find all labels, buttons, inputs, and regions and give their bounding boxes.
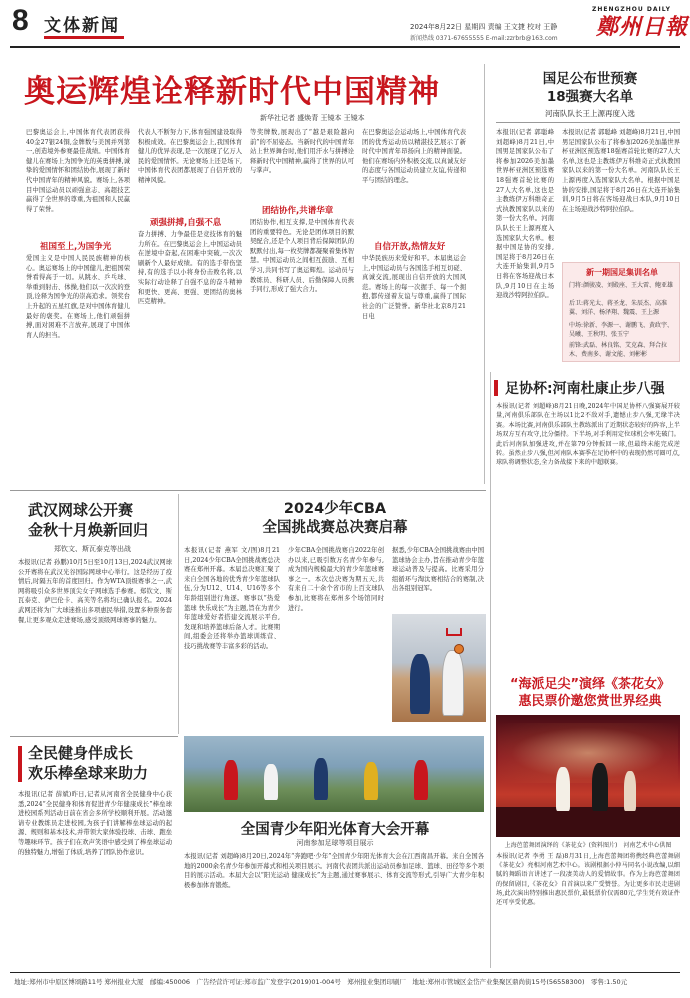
roster-box [562, 262, 680, 362]
dancer-figure [624, 771, 636, 811]
tea-title: “海派足尖”演绎《茶花女》 惠民票价邀您赏世界经典 [509, 677, 671, 709]
story-col3b: 团结协作,相互支撑,是中国体育代表团的重要特色。无论是团体项目的默契配合,还是个人项目背后保障团队的默默付出,每一枚奖牌都凝聚着集体智慧。中国运动员之间相互鼓励、互相学习,共同书写了奥运辉煌。运动员与教练员、科研人员、后勤保障人员携手同行,形成了强大合力。 [250, 219, 354, 294]
guozu-rule [496, 122, 680, 123]
athlete-figure [224, 760, 238, 800]
tennis-text: 本报讯(记者 孙鹏)10月5日至10月13日,2024武汉网球公开赛将在武汉光谷国际网球中心举行。这是经历了疫情后,时隔五年的首度回归。作为WTA顶级赛事之一,武网将吸引众多世界顶尖女子网球选手参赛。郑钦文、斯瓦泰克、萨巴伦卡、高芙等名将均已确认报名。2024武网还将为广大球迷推出多项惠民举措,设置多种票务套餐,让更多观众走进赛场,感受顶级网球赛事的魅力。 [18, 559, 172, 624]
cba-title: 2024少年CBA 全国挑战赛总决赛启幕 [262, 501, 408, 536]
guozu-text: 本报讯(记者 郭聪峰 刘超峰)8月21日,中国男足国家队公布了将参加2026美加墨世界杯亚洲区预选赛18强赛首轮比赛的27人大名单,这也是主教练伊万科维奇正式执教国家队以来的第一份大名单。河南队队长王上源再度入选国家队大名单。根据中国足协的安排,国足将于8月26日在大连开始集训,9月5日将在客场迎战日本队,9月10日在主场迎战沙特阿拉伯队。 [496, 129, 554, 300]
date-line: 2024年8月22日 星期四 责编 王文捷 校对 王静 [410, 23, 558, 31]
youth-title: 全国青少年阳光体育大会开幕 [240, 822, 430, 838]
roster-defenders: 后卫:蒋光太、蒋圣龙、朱辰杰、高准翼、刘洋、杨泽翔、魏震、王上源 [569, 300, 668, 316]
athlete-figure [364, 762, 378, 800]
guozu-subtitle: 河南队队长王上源再度入选 [545, 109, 635, 118]
athlete-figure [314, 758, 328, 800]
story-col2: 代表人不断努力下,体育强国建设取得积极成效。在巴黎奥运会上,我国体育健儿的优异表现,是一次展现了亿万人民的爱国情怀。无论赛场上还是场下,中国体育代表团都展现了自信开放的精神风貌。 [138, 129, 242, 184]
brand-en: ZHENGZHOU DAILY [592, 6, 671, 13]
stage-photo [496, 715, 680, 837]
cba-text: 本报讯(记者 燕军 文/图)8月21日,2024少年CBA全国挑战赛总决赛在郑州开幕。本届总决赛汇聚了来自全国各地的优秀青少年篮球队伍,分为U12、U14、U16等多个年龄组别进行角逐。赛事以“热爱篮球 快乐成长”为主题,旨在为青少年篮球爱好者搭建交流展示平台,发现和培养篮球后备人才。比赛期间,组委会还将举办篮球训练营、技巧挑战赛等丰富多彩的活动。 [184, 547, 280, 650]
tea-text: 本报讯(记者 李勇 王 磊)8月31日,上海芭蕾舞团将携经典芭蕾舞剧《茶花女》亮相河南艺术中心。该剧根据小仲马同名小说改编,以细腻的舞蹈语言讲述了一段凄美动人的爱情故事。作为上海芭蕾舞团的保留剧目,《茶花女》自首演以来广受赞誉。为让更多市民走进剧场,此次演出特别推出惠民票价,最低票价仅需80元,学生凭有效证件还可享受优惠。 [496, 853, 680, 907]
section-underline [44, 36, 124, 39]
page-number: 8 [12, 4, 29, 37]
fitness-text: 本报讯(记者 薛斌)昨日,记者从河南省全民健身中心获悉,2024“全民健身和体育促进青少年健康成长”棒垒球进校园系列活动日前在省会多所学校顺利开展。活动邀请专业教练员走进校园,为孩子们讲解棒垒球运动的起源、规则和基本技术,并带领大家体验投球、击球、跑垒等趣味环节。孩子们在欢声笑语中感受到了棒垒球运动的独特魅力,增强了体质,培养了团队协作意识。 [18, 791, 172, 856]
main-headline: 奥运辉煌诠释新时代中国精神 [24, 74, 440, 110]
tennis-rule [10, 490, 486, 491]
cba-photo [392, 614, 486, 722]
fitness-accent-bar [18, 746, 22, 782]
guozu-title: 国足公布世预赛 18强赛大名单 [542, 71, 638, 105]
fitness-rule [10, 736, 178, 737]
hoop-icon [446, 628, 462, 636]
story-col1: 巴黎奥运会上,中国体育代表团获得40金27银24铜,金牌数与美国并列第一,创造境外参赛最佳战绩。中国体育健儿在赛场上为国争光的英勇拼搏,诚挚的爱国情怀和团结协作,展现了新时代中国青年的精神风貌。赛场上,各项目中国运动员以顽强意志、高超技艺赢得了全世界的尊重,为祖国和人民赢得了荣誉。 [26, 129, 130, 213]
column-divider [178, 494, 179, 734]
column-divider [490, 372, 491, 968]
byline: 新华社记者 盛焕青 王镜本 王镜本 [260, 114, 365, 122]
story-col2b: 奋力拼搏、力争最佳是竞技体育的魅力所在。在巴黎奥运会上,中国运动员在逆境中奋起,在困难中突破,一次次刷新个人最好成绩。有的选手带伤坚持,有的选手以小将身份击败名将,以实际行动诠释了自强不息的奋斗精神和更快、更高、更强、更团结的奥林匹克精神。 [138, 231, 242, 306]
player-figure [442, 650, 464, 716]
stage-floor [496, 807, 680, 837]
roster-midfielders: 中场:徐新、李源一、谢鹏飞、黄政宇、吴曦、王秋明、张玉宁 [569, 322, 674, 338]
youth-text: 本报讯(记者 刘超峰)8月20日,2024年“奔跑吧·少年”全国青少年阳光体育大会在江西南昌开幕。来自全国各地的2000余名青少年参加开幕式和相关项目展示。河南代表团共派出运动员参加足球、篮球、田径等多个项目的展示活动。本届大会以“阳光运动 健康成长”为主题,通过赛事展示、体育交流等形式,引导广大青少年积极参加体育锻炼。 [184, 853, 484, 889]
youth-subtitle: 河南参加足球等项目展示 [296, 839, 374, 847]
dancer-figure [592, 763, 608, 811]
cba-text-3: 据悉,少年CBA全国挑战赛由中国篮球协会主办,旨在推动青少年篮球运动普及与提高。比赛采用分组循环与淘汰赛相结合的赛制,决出各组别冠军。 [392, 547, 484, 593]
footer: 地址:郑州市中原区博颂路11号 郑州报业大厦 邮编:450006 广告经营许可证:郑市监广发登字(2019)01-004号 郑州报业集团印刷厂 地址:郑州市管城区金岱产业集聚区鼎尚街15号(56558300) 零售:1.50元 [14, 978, 628, 986]
top-rule [10, 46, 680, 48]
fitness-title: 全民健身伴成长 欢乐棒垒球来助力 [28, 744, 149, 782]
column-divider [484, 64, 485, 484]
footer-rule [10, 972, 680, 973]
guozu-text-2: 本报讯(记者 郭聪峰 刘超峰)8月21日,中国男足国家队公布了将参加2026美加墨世界杯亚洲区预选赛18强赛首轮比赛的27人大名单,这也是主教练伊万科维奇正式执教国家队以来的第一份大名单。河南队队长王上源再度入选国家队大名单。根据中国足协的安排,国足将于8月26日在大连开始集训,9月5日将在客场迎战日本队,9月10日在主场迎战沙特阿拉伯队。 [562, 129, 680, 213]
roster-forwards: 前锋:武磊、林良铭、艾克森、拜合拉木、费南多、谢文能、刘彬彬 [569, 342, 668, 358]
dancer-figure [556, 767, 570, 811]
athlete-figure [264, 764, 278, 800]
stage-light [498, 723, 678, 783]
roster-title: 新一期国足集训名单 [586, 268, 658, 277]
roster-goalkeepers: 门将:颜骏凌、刘殿座、王大雷、鲍亚雄 [569, 282, 674, 289]
story-subhead-4: 自信开放,热情友好 [374, 242, 446, 252]
section-name: 文体新闻 [44, 16, 120, 36]
basketball-icon [454, 644, 464, 654]
masthead [0, 0, 690, 62]
story-subhead-2: 顽强拼搏,自强不息 [150, 218, 222, 228]
athlete-figure [414, 760, 428, 800]
cba-text-2: 少年CBA全国挑战赛自2022年创办以来,已吸引数万名青少年参与,成为国内规模最大的青少年篮球赛事之一。本次总决赛为期五天,共有来自二十余个省市的上百支球队参加,比赛将在郑州多个场馆同时进行。 [288, 547, 384, 612]
henan-title: 足协杯:河南杜康止步八强 [505, 381, 665, 397]
tennis-title: 武汉网球公开赛 金秋十月焕新回归 [28, 501, 149, 539]
story-subhead-1: 祖国至上,为国争光 [40, 242, 112, 252]
henan-text: 本报讯(记者 刘超峰)8月21日晚,2024年中国足协杯八强赛展开较量,河南俱乐部队在主场以1比2不敌对手,遗憾止步八强,无缘半决赛。本场比赛,河南俱乐部队主教练派出了近期状态较好的阵容,上半场双方互有攻守,比分僵持。下半场,对手利用定位球机会率先破门。此后河南队加强进攻,并在第79分钟扳回一球,但最终未能完成逆转。虽然止步八强,但河南队本赛季在足协杯中的表现仍然可圈可点,球队将调整状态,全力备战接下来的中超联赛。 [496, 403, 680, 467]
story-col4: 在巴黎奥运会运动场上,中国体育代表团的优秀运动员以精湛技艺展示了新时代中国青年昂扬向上的精神面貌。他们在赛场内外积极交流,以真诚友好的态度与各国运动员建立友谊,传递和平与团结的理念。 [362, 129, 466, 184]
youth-photo [184, 736, 484, 812]
tea-caption: 上海芭蕾舞团演绎的《茶花女》(资料图片) 河南艺术中心供图 [504, 842, 672, 849]
story-col1b: 爱国主义是中国人民民族精神的核心。奥运赛场上的中国健儿,把祖国荣誉看得高于一切。从跳水、乒乓球、举重到射击、体操,他们以一次次的登顶,诠释为国争光的崇高追求。领奖台上升起的五星红旗,是对中国体育健儿最好的褒奖。在赛场上,他们顽强拼搏,面对困难不言放弃,展现了中国体育人的担当。 [26, 255, 130, 339]
brand-logo: 鄭州日報 [596, 14, 689, 40]
story-col3: 等奖牌数,展现出了“越是艰险越向前”的不屈姿态。当新时代的中国青年站上世界舞台时,他们用汗水与拼搏诠释新时代中国精神,赢得了世界的认可与掌声。 [250, 129, 354, 175]
henan-accent-bar [494, 380, 498, 396]
tennis-subtitle: 郑钦文、斯瓦泰克等出战 [54, 545, 131, 553]
story-subhead-3: 团结协作,共谱华章 [262, 206, 334, 216]
player-figure [410, 654, 430, 714]
story-col4b: 中华民族历来爱好和平。本届奥运会上,中国运动员与各国选手相互切磋、真诚交流,展现出自信开放的大国风范。赛场上的每一次握手、每一个拥抱,都传递着友谊与尊重,赢得了国际社会的广泛赞誉。新华社北京8月21日电 [362, 255, 466, 320]
hotline: 新闻热线 0371-67655555 E-mail:zzrbrb@163.com [410, 35, 558, 42]
